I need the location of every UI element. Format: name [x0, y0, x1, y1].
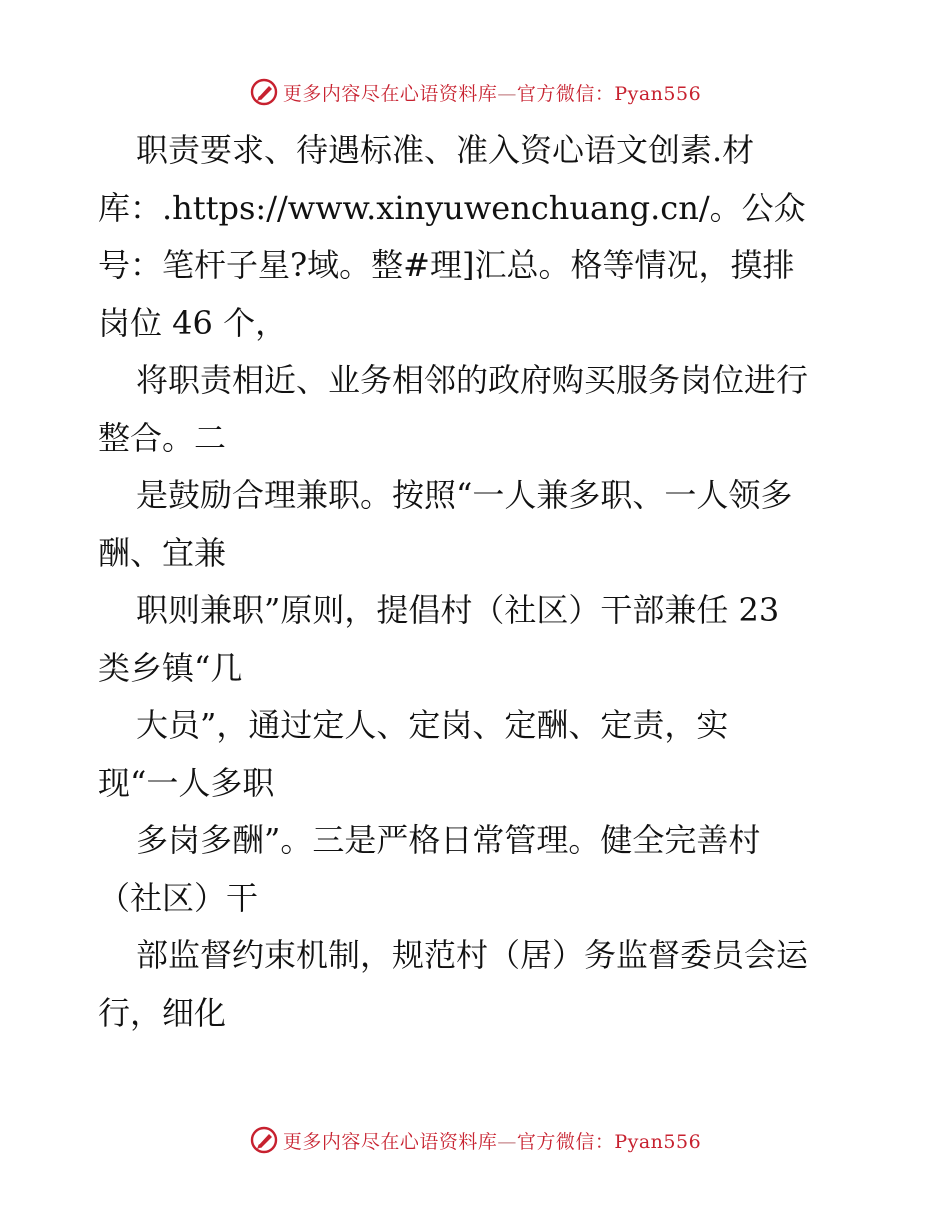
header-banner-sep: — [497, 82, 517, 105]
footer-banner-tail: 官方微信：Pyan556 [516, 1130, 702, 1153]
text-line: （社区）干 [98, 878, 259, 917]
footer-banner [0, 1120, 950, 1160]
footer-banner-content [249, 1125, 701, 1155]
footer-banner-text [283, 1127, 701, 1154]
text-line: 岗位 46 个， [98, 303, 288, 342]
text-line: 类乡镇“几 [98, 648, 243, 687]
text-line: 库：.https://www.xinyuwenchuang.cn/。公众 [98, 188, 806, 227]
text-line: 职责要求、待遇标准、准入资心语文创素.材 [136, 131, 755, 169]
text-line: 大员”，通过定人、定岗、定酬、定责，实 [136, 706, 729, 744]
text-line: 整合。二 [98, 418, 227, 457]
text-line: 部监督约束机制，规范村（居）务监督委员会运 [136, 936, 809, 974]
body-text [98, 122, 868, 1042]
text-line: 行，细化 [98, 993, 227, 1032]
header-banner-tail: 官方微信：Pyan556 [516, 82, 702, 105]
pen-logo-icon [249, 77, 279, 107]
header-banner [0, 72, 950, 112]
text-line: 多岗多酬”。三是严格日常管理。健全完善村 [136, 821, 761, 859]
text-line: 是鼓励合理兼职。按照“一人兼多职、一人领多 [136, 476, 793, 514]
text-line: 酬、宜兼 [98, 533, 227, 572]
text-line: 现“一人多职 [98, 763, 275, 802]
text-line: 职则兼职”原则，提倡村（社区）干部兼任 23 [136, 591, 780, 629]
header-banner-main: 更多内容尽在心语资料库 [282, 82, 498, 105]
footer-banner-main: 更多内容尽在心语资料库 [282, 1130, 498, 1153]
text-line: 号：笔杆子星?域。整#理]汇总。格等情况，摸排 [98, 246, 795, 284]
header-banner-content [249, 77, 701, 107]
header-banner-text [283, 79, 701, 106]
footer-banner-sep: — [497, 1130, 517, 1153]
pen-logo-icon [249, 1125, 279, 1155]
text-line: 将职责相近、业务相邻的政府购买服务岗位进行 [136, 361, 809, 399]
